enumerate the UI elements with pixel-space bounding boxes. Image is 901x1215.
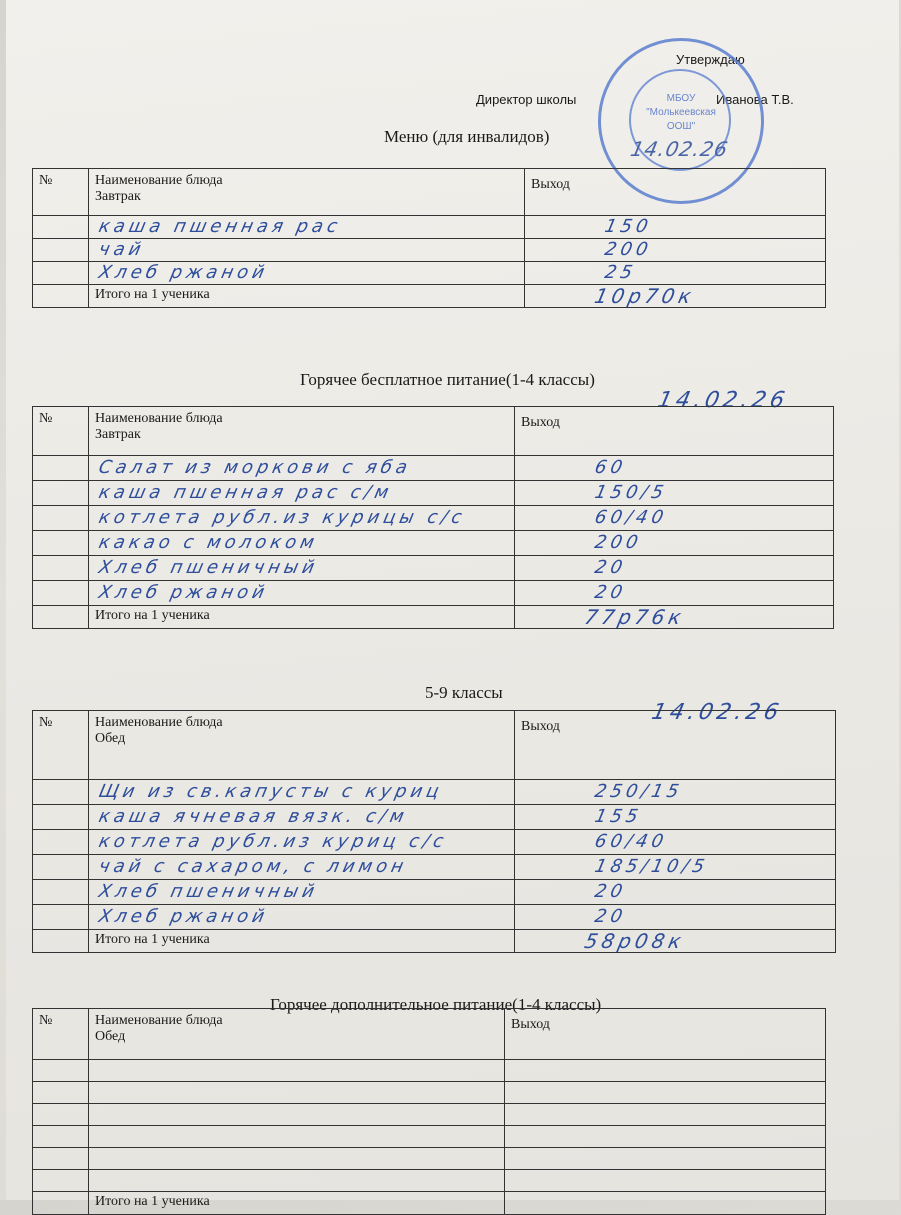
- column-header-name: Наименование блюда: [95, 715, 223, 730]
- dish-name: чай: [96, 239, 147, 260]
- stamp-date: 14.02.26: [628, 137, 731, 161]
- section-title: Горячее дополнительное питание(1-4 классы): [270, 995, 602, 1014]
- dish-output: 250/15: [592, 781, 685, 802]
- section-title: Горячее бесплатное питание(1-4 классы): [300, 370, 595, 389]
- table-row: [33, 262, 826, 285]
- dish-name: каша ячневая вязк. с/м: [96, 806, 410, 827]
- section-title: Меню (для инвалидов): [384, 127, 550, 146]
- total-value: 58р08к: [582, 929, 688, 953]
- total-label: Итого на 1 ученика: [95, 932, 210, 947]
- table-row: [33, 1170, 826, 1192]
- dish-output: 20: [592, 557, 629, 578]
- table-row: [33, 556, 834, 581]
- dish-output: 150/5: [592, 482, 670, 503]
- table-row: [33, 216, 826, 239]
- dish-output: 200: [592, 532, 644, 553]
- total-label: Итого на 1 ученика: [95, 287, 210, 302]
- table-row: [33, 1126, 826, 1148]
- column-header-number: №: [33, 711, 89, 780]
- column-header-output: Выход: [511, 1017, 550, 1032]
- dish-name: Хлеб ржаной: [96, 262, 271, 283]
- total-row: [33, 285, 826, 308]
- dish-output: 20: [592, 906, 629, 927]
- table-row: [33, 880, 836, 905]
- column-header-output: Выход: [521, 415, 560, 430]
- table-header-row: [33, 169, 826, 216]
- official-stamp: МБОУ "Молькеевская ООШ" 14.02.26: [598, 38, 764, 204]
- meal-label: Завтрак: [95, 427, 141, 442]
- dish-name: Щи из св.капусты с куриц: [96, 781, 445, 802]
- dish-name: котлета рубл.из куриц с/с: [96, 831, 450, 852]
- meal-label: Обед: [95, 1029, 126, 1044]
- director-name: Иванова Т.В.: [716, 92, 794, 107]
- table-row: [33, 855, 836, 880]
- table-row: [33, 1148, 826, 1170]
- table-row: [33, 1060, 826, 1082]
- dish-name: какао с молоком: [96, 532, 321, 553]
- dish-name: котлета рубл.из курицы с/с: [96, 507, 468, 528]
- dish-name: Хлеб пшеничный: [96, 881, 321, 902]
- menu-table: [32, 406, 834, 629]
- column-header-number: №: [33, 407, 89, 456]
- table-row: [33, 1082, 826, 1104]
- column-header-output: Выход: [521, 719, 560, 734]
- total-row: [33, 930, 836, 953]
- column-header-number: №: [33, 169, 89, 216]
- column-header-name: Наименование блюда: [95, 411, 223, 426]
- table-row: [33, 239, 826, 262]
- total-value: 77р76к: [582, 605, 688, 629]
- dish-output: 60: [592, 457, 629, 478]
- meal-label: Завтрак: [95, 189, 141, 204]
- dish-output: 20: [592, 881, 629, 902]
- table-header-row: [33, 407, 834, 456]
- dish-output: 200: [602, 239, 654, 260]
- column-header-output: Выход: [531, 177, 570, 192]
- dish-name: Хлеб пшеничный: [96, 557, 321, 578]
- table-row: [33, 481, 834, 506]
- total-row: [33, 1192, 826, 1215]
- section-title: 5-9 классы: [425, 683, 503, 702]
- dish-output: 60/40: [592, 831, 670, 852]
- table-row: [33, 780, 836, 805]
- column-header-name: Наименование блюда: [95, 1013, 223, 1028]
- total-row: [33, 606, 834, 629]
- table-header-row: [33, 711, 836, 780]
- dish-output: 20: [592, 582, 629, 603]
- approve-label: Утверждаю: [676, 52, 745, 67]
- total-label: Итого на 1 ученика: [95, 608, 210, 623]
- director-label: Директор школы: [476, 92, 577, 107]
- dish-name: каша пшенная рас: [96, 216, 344, 237]
- total-label: Итого на 1 ученика: [95, 1194, 210, 1209]
- dish-name: Салат из моркови с яба: [96, 457, 414, 478]
- menu-table: [32, 1008, 826, 1215]
- menu-table: [32, 168, 826, 308]
- table-row: [33, 830, 836, 855]
- table-row: [33, 1104, 826, 1126]
- table-row: [33, 531, 834, 556]
- dish-output: 185/10/5: [592, 856, 711, 877]
- table-row: [33, 456, 834, 481]
- table-row: [33, 805, 836, 830]
- dish-name: каша пшенная рас с/м: [96, 482, 395, 503]
- dish-output: 25: [602, 262, 639, 283]
- dish-name: Хлеб ржаной: [96, 582, 271, 603]
- column-header-number: №: [33, 1009, 89, 1060]
- dish-output: 150: [602, 216, 654, 237]
- meal-label: Обед: [95, 731, 126, 746]
- total-value: 10р70к: [592, 284, 698, 308]
- handwritten-date: 14.02.26: [649, 700, 785, 725]
- menu-table: [32, 710, 836, 953]
- dish-name: Хлеб ржаной: [96, 906, 271, 927]
- table-row: [33, 905, 836, 930]
- dish-name: чай с сахаром, с лимон: [96, 856, 410, 877]
- handwritten-date: 14.02.26: [655, 388, 791, 413]
- dish-output: 60/40: [592, 507, 670, 528]
- table-row: [33, 506, 834, 531]
- dish-output: 155: [592, 806, 644, 827]
- column-header-name: Наименование блюда: [95, 173, 223, 188]
- table-header-row: [33, 1009, 826, 1060]
- table-row: [33, 581, 834, 606]
